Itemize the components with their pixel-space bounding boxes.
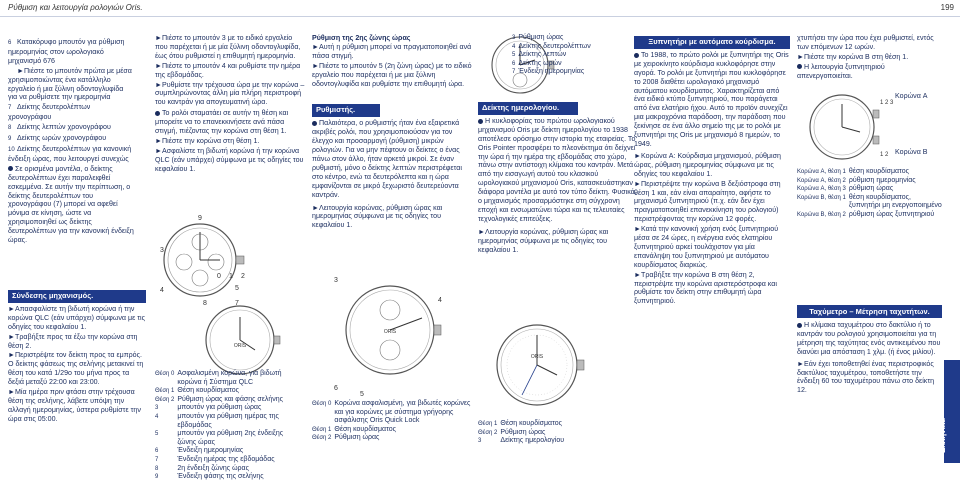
legend-row	[155, 413, 305, 430]
watch-diagram-5	[482, 310, 592, 420]
svg-text:3: 3	[334, 277, 338, 284]
part-number: 7	[8, 105, 12, 112]
svg-text:1: 1	[229, 273, 233, 280]
legend-row	[312, 434, 477, 443]
header-title: Ρύθμιση και λειτουργία ρολογιών Oris.	[8, 3, 143, 12]
column-1-lower	[8, 288, 146, 425]
legend-row	[478, 437, 567, 446]
part-number: 8	[8, 125, 12, 132]
legend-table	[512, 34, 594, 77]
note	[155, 109, 305, 136]
legend-key: 3	[512, 35, 516, 41]
paragraph-text: Το 1988, το πρώτο ρολόι με ξυπνητήρι της Oris με χειροκίνητο κούρδισμα κυκλοφόρησε στην αγορά. Το ρολόι με ξυπνητήρι που κυκλοφόρησε το 2008 διαθέτει ωρολογιακό μηχανισμό αυτόματου κουρδίσματος. Χαρακτηρίζεται από ένα ειδικό κτύπο ξυπνητηριού, που παράγεται από ένα ελατήριο ήχου. Αυτό το προϊόν συνεχίζει μια μακροχρόνια παράδοση, την παράδοση που ξεκίνησε σε ένα άλλο σημείο της με το ρολόι με ξυπνητήρι της Oris με μηχανισμό 8 ημερών, το 1949.	[634, 50, 789, 148]
step: ►Κορώνα A: Κούρδισμα μηχανισμού, ρύθμιση ώρας, ρύθμιση ημερομηνίας σύμφωνα με τις οδηγίες του κεφαλαίου 1.	[634, 151, 781, 178]
legend-row	[797, 185, 947, 194]
svg-text:5: 5	[360, 391, 364, 398]
legend-key: 5	[155, 431, 159, 438]
column-4-legend	[512, 34, 602, 77]
part-item	[8, 67, 134, 103]
legend-value: Ρύθμιση ώρας	[334, 434, 380, 442]
legend-row	[512, 68, 594, 77]
legend-key: 4	[155, 413, 159, 420]
step: ►Εάν έχει τοποθετηθεί ένας περιστροφικός δακτύλιος ταχυμέτρου, τοποθετήστε την ένδειξη 60 του ταχυμέτρου πάνω στο δείκτη 12.	[797, 359, 935, 395]
step-list	[155, 34, 305, 107]
legend-row	[155, 430, 305, 447]
part-number: 6	[8, 40, 12, 46]
legend-row	[155, 387, 305, 396]
note	[8, 165, 134, 245]
section-title: Ρύθμιση της 2ης ζώνης ώρας	[312, 34, 411, 42]
step: ►Ασφαλίστε τη βιδωτή κορώνα ή την κορώνα QLC (εάν υπάρχει) σύμφωνα με τις οδηγίες του κεφαλαίου 1.	[155, 146, 304, 173]
info-icon	[478, 119, 483, 124]
column-3	[312, 34, 472, 231]
legend-key: Θέση 1	[312, 426, 332, 433]
legend-key: 6	[512, 60, 516, 67]
step-list	[8, 305, 146, 424]
step: ►Τραβήξτε προς τα έξω την κορώνα στη θέση 2.	[8, 332, 138, 350]
column-6-lower	[797, 305, 942, 396]
legend-key: Κορώνα B, θέση 1	[797, 194, 846, 201]
section-bar: Ταχύμετρο – Μέτρηση ταχυτήτων.	[797, 305, 942, 318]
note-text: Η λειτουργία ξυπνητηριού απενεργοποιείται.	[797, 62, 885, 80]
column-6-legend	[797, 168, 947, 220]
legend-key: Κορώνα A, θέση 3	[797, 186, 846, 193]
legend-key: 9	[155, 474, 159, 481]
alarm-watch-diagram	[800, 82, 894, 172]
legend-value: Δείκτης λεπτών	[518, 51, 567, 59]
legend-row	[478, 420, 567, 429]
svg-text:6: 6	[334, 385, 338, 392]
paragraph-text: Η κυκλοφορίας του πρώτου ωρολογιακού μηχανισμού Oris με δείκτη ημερολογίου το 1938 αποτέλεσε ορόσημο στην ιστορία της εταιρείας. Το Oris Pointer προσφέρει το πλεονέκτημα ότι δείχνει την ώρα ή την ημέρα της εβδομάδας στο χώρο, πάνω στην αντίστοιχη κλίμακα του καντράν. Μετά από την εισαγωγή αυτού του κλασικού ωρολογιακού μηχανισμού Oris, κατασκευάστηκαν διάφορα μοντέλα με αυτό τον τύπο δείκτη. Φυσικά, ο μηχανισμός προσαρμόστηκε στη σύγχρονη εποχή και ενσωματώνει τώρα και τις τελευταίες τεχνολογικές επιτεύξεις.	[478, 116, 637, 223]
legend-value: Δείκτης ημερολογίου	[500, 437, 565, 445]
column-4	[478, 100, 638, 256]
svg-text:1 2: 1 2	[880, 152, 889, 158]
info-icon	[634, 53, 639, 58]
legend-table	[797, 168, 947, 220]
legend-key: Θέση 2	[478, 429, 498, 436]
column-3-legend	[312, 400, 477, 443]
language-tab	[938, 360, 960, 463]
section-bar: Ξυπνητήρι με αυτόματο κούρδισμα.	[634, 36, 790, 49]
part-text: ►Πιέστε το μπουτόν πρώτα με μέσα χρησιμοποιώντας ένα κατάλληλο εργαλείο ή μια ξύλινη οδοντογλυφίδα για να ρυθμίσετε την ημερομηνία	[8, 66, 132, 102]
legend-key: 7	[155, 456, 159, 463]
svg-text:1 2 3: 1 2 3	[880, 100, 894, 106]
svg-text:5: 5	[235, 285, 239, 292]
legend-key: Θέση 1	[155, 388, 175, 395]
crown-b-label: Κορώνα B	[895, 148, 928, 156]
legend-row	[155, 456, 305, 465]
legend-key: 6	[155, 448, 159, 455]
paragraph	[797, 321, 942, 357]
legend-table	[478, 420, 567, 446]
step: ►Αυτή η ρύθμιση μπορεί να πραγματοποιηθεί ανά πάσα στιγμή.	[312, 42, 472, 60]
svg-text:4: 4	[438, 297, 442, 304]
column-6	[797, 34, 942, 82]
part-item	[8, 134, 134, 144]
legend-value: μπουτόν για ρύθμιση ημέρας της εβδομάδας	[177, 412, 279, 429]
section-bar: Ρυθμιστής.	[312, 104, 380, 117]
language-label: Ελληνικά	[938, 418, 947, 453]
legend-value: Θέση κουρδίσματος	[177, 387, 240, 395]
legend-key: 5	[512, 52, 516, 59]
legend-key: 8	[155, 465, 159, 472]
legend-key: 3	[478, 438, 482, 445]
info-icon	[155, 111, 160, 116]
legend-value: μπουτόν για ρύθμιση ώρας	[177, 404, 262, 412]
crown-a-label: Κορώνα A	[895, 92, 928, 100]
part-number: 10	[8, 146, 15, 153]
part-item	[8, 123, 134, 133]
step: ►Απασφαλίστε τη βιδωτή κορώνα ή την κορώνα QLC (εάν υπάρχει) σύμφωνα με τις οδηγίες του κεφαλαίου 1.	[8, 304, 146, 331]
legend-value: 2η ένδειξη ζώνης ώρας	[177, 464, 249, 472]
paragraph	[312, 119, 472, 199]
step: ►Πιέστε το μπουτόν 3 με το ειδικό εργαλείο που παρέχεται ή με μία ξύλινη οδοντογλυφίδα, έως ότου ρυθμιστεί η επιθυμητή ημερομηνία.	[155, 34, 301, 60]
step: ►Πιέστε το μπουτόν 4 και ρυθμίστε την ημέρα της εβδομάδας.	[155, 61, 301, 79]
section-bar: Δείκτης ημερολογίου.	[478, 102, 578, 115]
svg-text:3: 3	[160, 247, 164, 254]
page-number: 199	[940, 3, 954, 12]
legend-row	[512, 43, 594, 52]
legend-value: Δείκτης δευτερολέπτων	[518, 42, 591, 50]
watch-diagram-3	[330, 268, 450, 398]
svg-text:0: 0	[217, 273, 221, 280]
section-bar: Σύνδεσης μηχανισμός.	[8, 290, 146, 303]
part-text: Κατακόρυφο μπουτόν για ρύθμιση ημερομηνίας στον ωρολογιακό μηχανισμό 676	[8, 38, 125, 65]
page-header	[0, 0, 960, 17]
step: ►Πιέστε την κορώνα B στη θέση 1.	[797, 52, 909, 61]
column-2-legend	[155, 370, 305, 482]
note	[797, 63, 942, 81]
info-icon	[797, 64, 802, 69]
legend-row	[155, 473, 305, 482]
part-list	[8, 38, 134, 164]
step-list	[155, 137, 305, 174]
legend-value: ρύθμιση ημερομηνίας	[848, 176, 916, 184]
part-text: Δείκτης ωρών χρονογράφου	[17, 134, 107, 143]
legend-row	[797, 194, 947, 211]
legend-key: Θέση 1	[478, 421, 498, 427]
legend-key: 7	[512, 69, 516, 76]
legend-value: Ένδειξη ημέρας της εβδομάδας	[177, 455, 275, 463]
part-item	[8, 145, 134, 164]
step: ►Τραβήξτε την κορώνα B στη θέση 2, περιστρέψτε την κορώνα αριστερόστροφα και ρυθμίστε τον δείκτη στην επιθυμητή ώρα ξυπνητηριού.	[634, 270, 777, 306]
legend-value: Ένδειξη ημερομηνίας	[177, 447, 244, 455]
paragraph-text: Η κλίμακα ταχυμέτρου στο δακτύλιο ή το καντράν του ρολογιού χρησιμοποιείται για τη μέτρηση της ταχύτητας ενός αντικειμένου που διανύει μια απόσταση 1 χλμ. (ή ένος μιλίου).	[797, 321, 941, 356]
step: ►Περιστρέψτε τον δείκτη προς τα εμπρός. Ο δείκτης φάσεως της σελήνης μετακινεί τη θέση του κατά 1/29ο του μήνα προς τα δεξιά μεταξύ 22:00 και 23:00.	[8, 351, 144, 387]
legend-key: Θέση 2	[155, 396, 175, 403]
legend-table	[155, 370, 305, 482]
step: ►Λειτουργία κορώνας, ρύθμιση ώρας και ημερομηνίας σύμφωνα με τις οδηγίες του κεφαλαίου 1.	[478, 227, 609, 254]
legend-value: Ένδειξη ημερομηνίας	[518, 68, 585, 76]
legend-value: Ρύθμιση ώρας	[500, 428, 546, 436]
step: ►Κατά την κανονική χρήση ενός ξυπνητηριού μέσα σε 24 ώρες, η ενέργεια ενός ελατηρίου ξυπνητηριού αρκεί τουλάχιστον για μία επανάληψη του ξυπνητηριού με αυτόματου κουρδίσματος διαρκώς.	[634, 225, 779, 269]
step: ►Μία ημέρα πριν φτάσει στην τρέχουσα θέση της σελήνης, λάβετε υπόψη την αλλαγή ημερομηνίας, ύστερα ρυθμίστε την ώρα στις 05:00.	[8, 388, 141, 423]
watch-brand: ORIS	[530, 354, 544, 360]
info-icon	[312, 121, 317, 126]
paragraph	[634, 51, 790, 149]
part-item	[8, 103, 134, 122]
crown-positions	[215, 268, 255, 282]
paragraph-text: Παλαιότερα, ο ρυθμιστής ήταν ένα εξαιρετικά ακριβές ρολόι, που χρησιμοποιούσαν για τον έλεγχο και προσαρμογή (ρύθμιση) μικρών ρολογιών. Για να μην πέφτουν οι δείκτες ο ένας πάνω στον άλλο, ήταν αρκετά μικροί. Σε έναν ρυθμιστή, μόνο ο δείκτης λεπτών περιστρέφεται στο κέντρο, ενώ τα δευτερόλεπτα και η ώρα εμφανίζονται σε μικρό ξεχωριστό δευτερεύοντα καντράν.	[312, 119, 462, 199]
part-text: Δείκτης λεπτών χρονογράφου	[17, 123, 111, 132]
legend-row	[312, 400, 477, 426]
watch-brand: ORIS	[383, 329, 397, 335]
step: ►Πιέστε το μπουτόν 5 (2η ζώνη ώρας) με το ειδικό εργαλείο που παρέχεται ή με μια ξύλινη οδοντογλυφίδα και ρυθμίστε την επιθυμητή ώρα.	[312, 61, 472, 88]
legend-row	[512, 51, 594, 60]
info-icon	[797, 323, 802, 328]
svg-text:4: 4	[160, 287, 164, 294]
svg-text:7: 7	[235, 300, 239, 307]
legend-row	[797, 168, 947, 177]
legend-row	[797, 211, 947, 220]
legend-value: ρύθμιση ώρας ξυπνητηριού	[848, 210, 935, 218]
legend-value: Ασφαλισμένη κορώνα, για βιδωτή κορώνα ή Σύστημα QLC	[177, 370, 282, 386]
legend-value: Ρύθμιση ώρας και φάσης σελήνης	[177, 395, 284, 403]
legend-row	[155, 370, 305, 387]
paragraph	[478, 117, 638, 224]
legend-row	[155, 447, 305, 456]
column-4-legend-2	[478, 420, 608, 446]
note-text: Το ρολόι σταματάει σε αυτήν τη θέση και μπορείτε να το επανεκκινήσετε ανά πάσα στιγμή, πιέζοντας την κορώνα στη θέση 1.	[155, 109, 289, 136]
legend-key: Κορώνα A, θέση 1	[797, 169, 846, 175]
step: ►Ρυθμίστε την τρέχουσα ώρα με την κορώνα – συμπληρώνοντας άλλη μία πλήρη περιστροφή του καντράν για απογευματινή ώρα.	[155, 80, 305, 107]
column-5	[634, 34, 790, 307]
legend-value: θέση κουρδίσματος	[848, 168, 909, 175]
legend-key: Θέση 0	[312, 401, 332, 407]
legend-key: 4	[512, 43, 516, 50]
part-text: Δείκτης δευτερολέπτων χρονογράφου	[8, 103, 91, 122]
watch-brand: ORIS	[233, 343, 247, 349]
step-list	[312, 43, 472, 89]
step-list	[634, 152, 790, 306]
legend-row	[478, 429, 567, 438]
svg-text:9: 9	[198, 215, 202, 222]
paragraph: χτυπήσει την ώρα που έχει ρυθμιστεί, εντός των επόμενων 12 ωρών.	[797, 34, 934, 51]
legend-key: Κορώνα B, θέση 2	[797, 211, 846, 218]
legend-key: Κορώνα A, θέση 2	[797, 177, 846, 184]
legend-value: Δείκτης ωρών	[518, 59, 562, 67]
legend-value: μπουτόν για ρύθμιση 2ης ένδειξης ζώνης ώρας	[177, 430, 284, 446]
part-number: 9	[8, 136, 12, 143]
legend-value: θέση κουρδίσματος, ξυπνητήρι μη ενεργοποιημένο	[848, 193, 942, 210]
column-1	[8, 38, 134, 246]
step: ►Πιέστε την κορώνα στη θέση 1.	[155, 136, 260, 145]
legend-value: Ρύθμιση ώρας	[518, 34, 564, 41]
part-text: Δείκτης δευτερολέπτων για κανονική ένδειξη ώρας, που λειτουργεί συνεχώς	[8, 144, 132, 163]
note-text: Σε ορισμένα μοντέλα, ο δείκτης δευτερολέπτων έχει παραλειφθεί εσκεμμένα. Σε αυτήν την περίπτωση, ο δείκτης δευτερολέπτων του χρονογράφου (7) μπορεί να αφεθεί μόνιμα σε κίνηση, ώστε να χρησιμοποιηθεί ως δείκτης δευτερολέπτων για την κανονική ένδειξη ώρας.	[8, 164, 134, 245]
legend-key: Θέση 2	[312, 435, 332, 442]
legend-value: Θέση κουρδίσματος	[500, 420, 563, 427]
legend-table	[312, 400, 477, 443]
legend-row	[155, 404, 305, 413]
part-item	[8, 38, 134, 66]
legend-value: Θέση κουρδίσματος	[334, 425, 397, 433]
legend-key: 3	[155, 405, 159, 412]
svg-text:2: 2	[241, 273, 245, 280]
legend-value: Ένδειξη φάσης της σελήνης	[177, 473, 264, 481]
column-2	[155, 34, 305, 175]
legend-row	[797, 177, 947, 186]
step: ►Περιστρέψτε την κορώνα B δεξιόστροφα στη θέση 1 και, εάν είναι απαραίτητο, αφήστε το μηχανισμό ξυπνητηριού (π.χ. εάν δεν έχει πραγματοποιηθεί επανεκκίνηση του ρολογιού) περιστρέφοντας την κορώνα 12 φορές.	[634, 179, 781, 224]
legend-value: ρύθμιση ώρας	[848, 185, 894, 193]
step: ►Λειτουργία κορώνας, ρύθμιση ώρας και ημερομηνίας σύμφωνα με τις οδηγίες του κεφαλαίου 1.	[312, 203, 443, 230]
legend-row	[155, 465, 305, 474]
legend-row	[512, 34, 594, 43]
svg-text:8: 8	[203, 300, 207, 307]
info-icon	[8, 166, 13, 171]
legend-value: Κορώνα ασφαλισμένη, για βιδωτές κορώνες και για κορώνες με σύστημα γρήγορης ασφάλισης Oris Quick Lock	[334, 400, 471, 425]
legend-key: Θέση 0	[155, 371, 175, 377]
